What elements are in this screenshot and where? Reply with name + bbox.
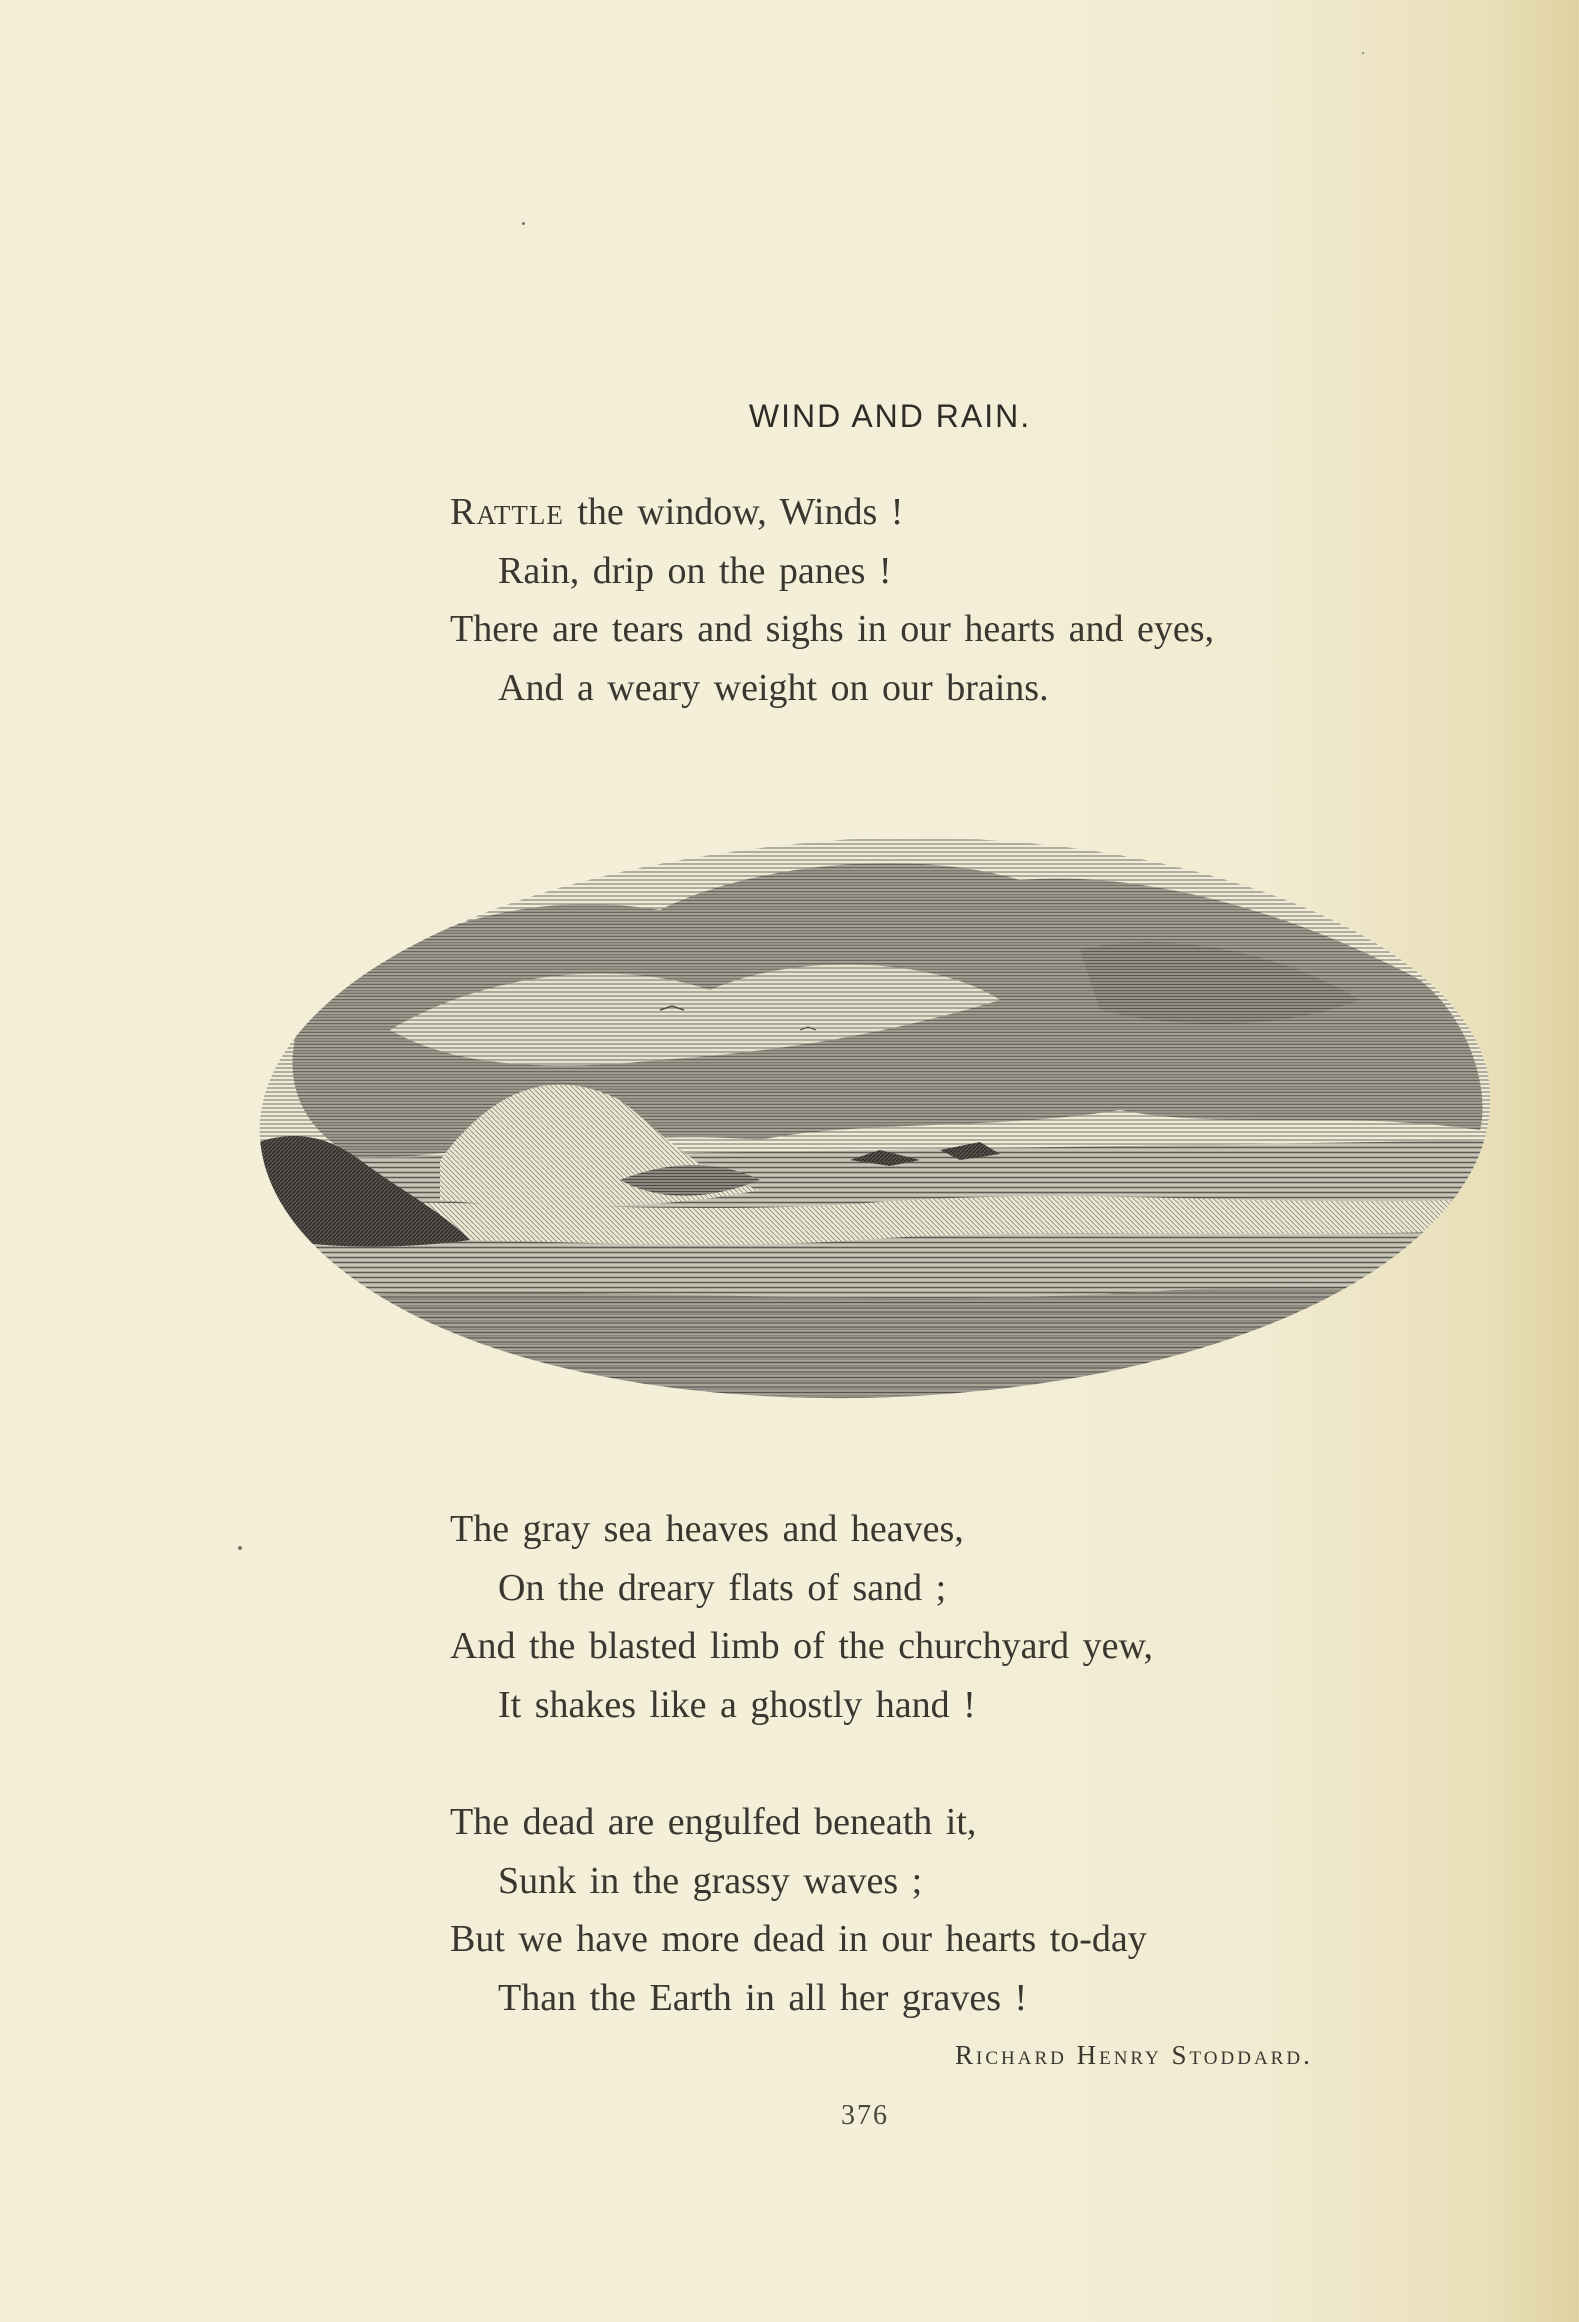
page-number: 376 [841, 2100, 889, 2131]
line-text: the window, Winds ! [563, 491, 904, 533]
poem-author: Richard Henry Stoddard. [955, 2040, 1313, 2070]
poem-line: And the blasted limb of the churchyard yew, [450, 1625, 1154, 1668]
speck [522, 222, 525, 225]
stormy-sea-illustration [240, 830, 1500, 1400]
poem-title: WIND AND RAIN. [748, 398, 1032, 434]
poem-line: Sunk in the grassy waves ; [498, 1859, 923, 1902]
poem-line: Than the Earth in all her graves ! [498, 1977, 1028, 2020]
poem-line: There are tears and sighs in our hearts and eyes, [450, 608, 1215, 651]
poem-line: But we have more dead in our hearts to-day [450, 1918, 1147, 1961]
poem-line [450, 483, 1214, 542]
poem-line: It shakes like a ghostly hand ! [498, 1684, 976, 1727]
stanza-2 [450, 1500, 1153, 1735]
stormy-sea-engraving-icon [240, 830, 1500, 1400]
poem-line: On the dreary flats of sand ; [498, 1566, 947, 1609]
stanza-1 [450, 483, 1214, 718]
speck [238, 1546, 242, 1550]
poem-line: The dead are engulfed beneath it, [450, 1801, 977, 1843]
poem-line: And a weary weight on our brains. [498, 667, 1049, 710]
poem-line: Rain, drip on the panes ! [498, 549, 892, 592]
poem-line: The gray sea heaves and heaves, [450, 1508, 964, 1550]
stanza-3 [450, 1793, 1147, 2028]
speck [1362, 52, 1364, 54]
lead-word: Rattle [450, 491, 564, 533]
